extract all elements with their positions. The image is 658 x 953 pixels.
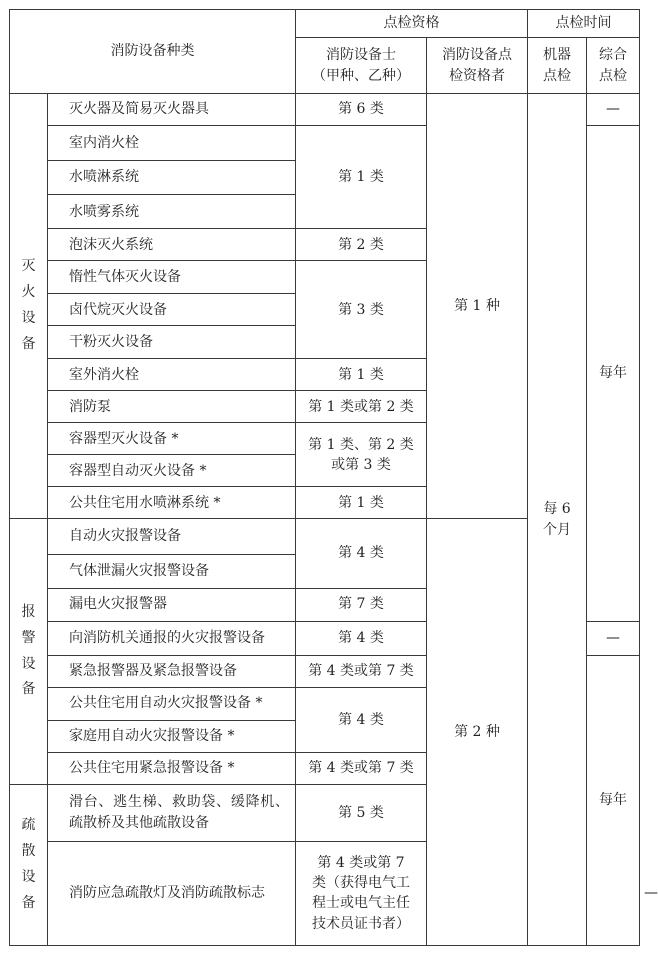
- overall-check-yearly: 每年: [587, 655, 640, 945]
- engineer-class: 第 5 类: [296, 784, 427, 841]
- equipment-name: 滑台、逃生梯、救助袋、缓降机、疏散桥及其他疏散设备: [48, 784, 296, 841]
- equipment-name: 室外消火栓: [48, 359, 296, 391]
- engineer-class: 第 1 类: [296, 487, 427, 519]
- qualifier-group-2: 第 2 种: [427, 519, 528, 946]
- header-inspection-time: 点检时间: [528, 10, 640, 38]
- equipment-name: 公共住宅用紧急报警设备 *: [48, 752, 296, 784]
- engineer-class: [296, 841, 427, 945]
- equipment-name: 紧急报警器及紧急报警设备: [48, 655, 296, 687]
- header-machine-check-text: 机器点检: [543, 47, 571, 84]
- category-fire-extinguishing-label: 灭火设备: [21, 258, 36, 353]
- equipment-name: 干粉灭火设备: [48, 326, 296, 359]
- machine-check-cell: [528, 94, 587, 946]
- overall-check-dash: —: [587, 621, 640, 655]
- header-qualifier: [427, 38, 528, 94]
- machine-check-value: 每 6 个月: [543, 501, 571, 538]
- equipment-name: 室内消火栓: [48, 126, 296, 161]
- engineer-class: 第 4 类: [296, 621, 427, 655]
- category-evacuation: [10, 784, 48, 945]
- engineer-class-text: 第 1 类、第 2 类或第 3 类: [308, 436, 414, 473]
- equipment-name: 家庭用自动火灾报警设备 *: [48, 720, 296, 752]
- engineer-class: 第 4 类或第 7 类: [296, 752, 427, 784]
- header-overall-check: [587, 38, 640, 94]
- category-alarm: [10, 519, 48, 784]
- engineer-class: 第 1 类: [296, 126, 427, 229]
- engineer-class-text: 第 4 类或第 7 类（获得电气工程士或电气主任技术员证书者）: [312, 854, 410, 932]
- qualifier-group-1: 第 1 种: [427, 94, 528, 519]
- header-machine-check: [528, 38, 587, 94]
- equipment-name: 公共住宅用水喷淋系统 *: [48, 487, 296, 519]
- engineer-class: 第 4 类或第 7 类: [296, 655, 427, 687]
- category-alarm-label: 报警设备: [21, 603, 36, 698]
- equipment-name: 漏电火灾报警器: [48, 588, 296, 621]
- overall-check-dash: —: [587, 94, 640, 126]
- equipment-name: 容器型自动灭火设备 *: [48, 455, 296, 487]
- equipment-name: 水喷雾系统: [48, 195, 296, 229]
- equipment-name: 自动火灾报警设备: [48, 519, 296, 554]
- engineer-class: 第 2 类: [296, 229, 427, 261]
- header-engineer-line2: （甲种、乙种）: [312, 67, 410, 84]
- equipment-name: 水喷淋系统: [48, 161, 296, 195]
- header-equipment-type: 消防设备种类: [10, 10, 296, 94]
- header-qualification: 点检资格: [296, 10, 528, 38]
- header-engineer-line1: 消防设备士: [326, 47, 396, 64]
- equipment-name: 惰性气体灭火设备: [48, 261, 296, 294]
- engineer-class: 第 6 类: [296, 94, 427, 126]
- equipment-name: 灭火器及简易灭火器具: [48, 94, 296, 126]
- equipment-name: 泡沫灭火系统: [48, 229, 296, 261]
- header-qualifier-text: 消防设备点检资格者: [442, 47, 512, 84]
- engineer-class: 第 3 类: [296, 261, 427, 359]
- engineer-class: 第 7 类: [296, 588, 427, 621]
- engineer-class: 第 4 类: [296, 519, 427, 588]
- engineer-class: 第 4 类: [296, 687, 427, 752]
- overall-check-yearly: 每年: [587, 126, 640, 621]
- equipment-name: 消防应急疏散灯及消防疏散标志: [48, 841, 296, 945]
- equipment-name: 容器型灭火设备 *: [48, 423, 296, 455]
- equipment-name: 公共住宅用自动火灾报警设备 *: [48, 687, 296, 720]
- equipment-name: 向消防机关通报的火灾报警设备: [48, 621, 296, 655]
- header-engineer: [296, 38, 427, 94]
- inspection-table: 消防设备种类 点检资格 点检时间 消防设备士 （甲种、乙种） 消防设备点检资格者 机器点检 综合点检 灭火设备 灭火器及简易灭火器具 第 6 类 第 1 种 每 6 个月 — 室内消火栓 第 1 类 每年 水喷淋系统 水喷雾系统 泡沫灭火系统 第 2 类 惰性气体灭火设备 第 3 类 卤代烷灭火设备 干粉灭火设备 室外消火栓 第 1 类 消防泵 第 1 类或第 2 类 容器型灭火设备 * 第 1 类、第 2 类或第 3 类 容器型自动灭火设备 * 公共住宅用水喷淋系统 * 第 1 类 报警设备 自动火灾报警设备 第 4 类 第 2 种 气体泄漏火灾报警设备 漏电火灾报警器 第 7 类 向消防机关通报的火灾报警设备 第 4 类 — 紧急报警器及紧急报警设备 第 4 类或第 7 类 每年 公共住宅用自动火灾报警设备 * 第 4 类 家庭用自动火灾报警设备 * 公共住宅用紧急报警设备 * 第 4 类或第 7 类 疏散设备 滑台、逃生梯、救助袋、缓降机、疏散桥及其他疏散设备 第 5 类 消防应急疏散灯及消防疏散标志 第 4 类或第 7 类（获得电气工程士或电气主任技术员证书者） —: [9, 9, 640, 946]
- category-fire-extinguishing: [10, 94, 48, 519]
- header-overall-check-text: 综合点检: [599, 47, 627, 84]
- equipment-name: 气体泄漏火灾报警设备: [48, 554, 296, 588]
- engineer-class: 第 1 类或第 2 类: [296, 391, 427, 423]
- category-evacuation-label: 疏散设备: [21, 817, 36, 911]
- equipment-name: 消防泵: [48, 391, 296, 423]
- engineer-class: [296, 423, 427, 487]
- equipment-name: 卤代烷灭火设备: [48, 294, 296, 326]
- engineer-class: 第 1 类: [296, 359, 427, 391]
